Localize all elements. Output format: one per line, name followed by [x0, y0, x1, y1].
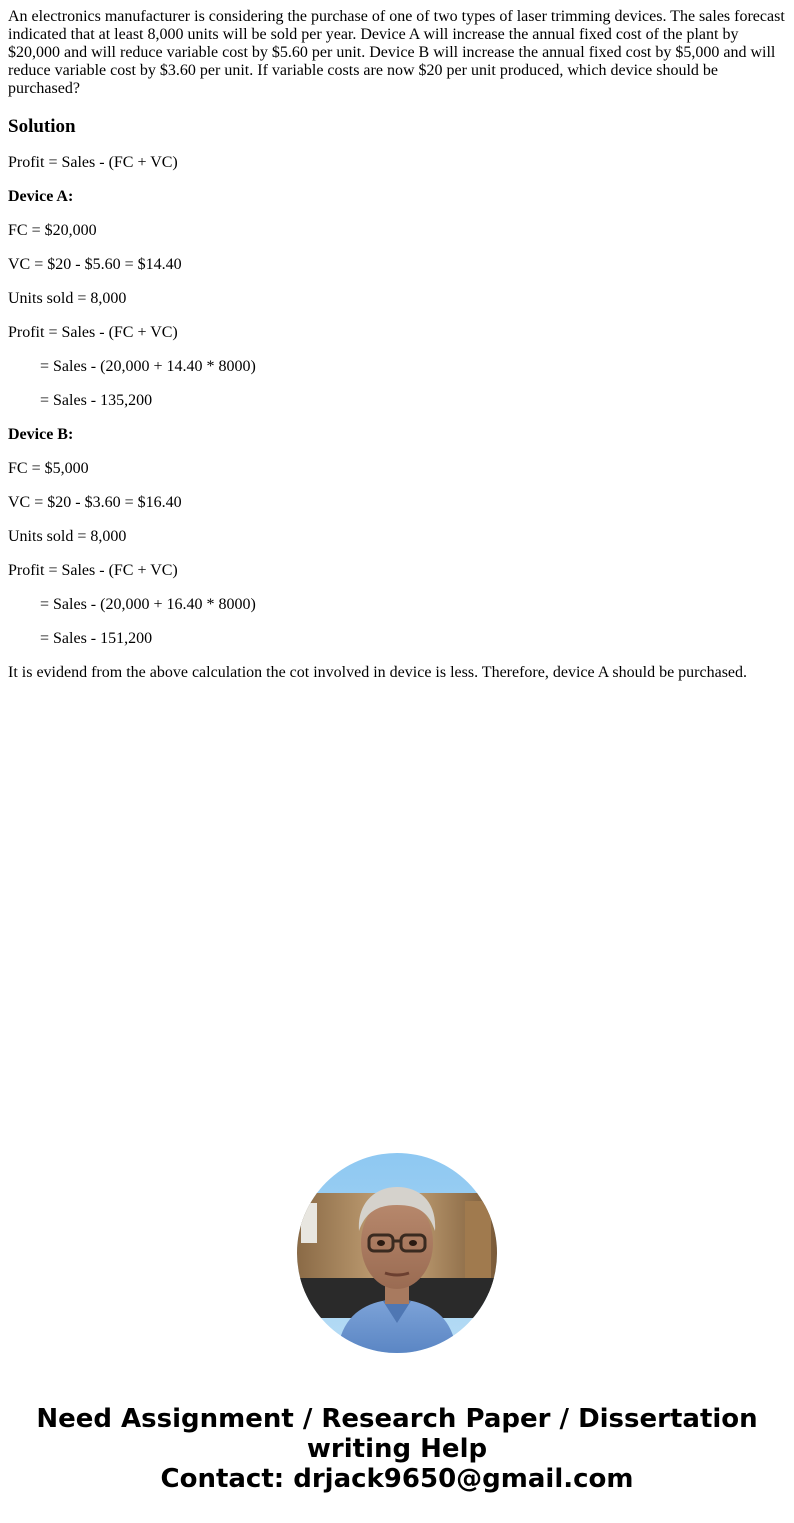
device-b-fc: FC = $5,000	[8, 460, 89, 477]
footer-line-2: writing Help	[306, 1434, 488, 1464]
device-a-units: Units sold = 8,000	[8, 290, 127, 307]
device-a-step2: = Sales - 135,200	[40, 392, 153, 409]
device-b-units: Units sold = 8,000	[8, 528, 127, 545]
device-a-step1: = Sales - (20,000 + 14.40 * 8000)	[40, 358, 256, 375]
author-avatar	[297, 1153, 497, 1353]
device-b-vc: VC = $20 - $3.60 = $16.40	[8, 494, 182, 511]
footer-contact-email: Contact: drjack9650@gmail.com	[160, 1464, 634, 1494]
device-b-step1: = Sales - (20,000 + 16.40 * 8000)	[40, 596, 256, 613]
device-a-fc: FC = $20,000	[8, 222, 97, 239]
device-a-vc: VC = $20 - $5.60 = $14.40	[8, 256, 182, 273]
profit-formula: Profit = Sales - (FC + VC)	[8, 154, 178, 171]
solution-document	[8, 8, 786, 698]
device-b-heading: Device B:	[8, 426, 74, 443]
author-photo	[297, 1153, 497, 1353]
device-a-profit: Profit = Sales - (FC + VC)	[8, 324, 178, 341]
solution-heading: Solution	[8, 116, 76, 137]
contact-footer	[0, 1404, 794, 1494]
device-a-heading: Device A:	[8, 188, 74, 205]
device-b-step2: = Sales - 151,200	[40, 630, 153, 647]
conclusion-text: It is evidend from the above calculation the cot involved in device is less. Therefore, device A should be purchased.	[8, 664, 748, 681]
device-b-profit: Profit = Sales - (FC + VC)	[8, 562, 178, 579]
question-text: An electronics manufacturer is considering the purchase of one of two types of laser trimming devices. The sales forecast indicated that at least 8,000 units will be sold per year. Device A will increase the annual fixed cost of the plant by $20,000 and will reduce variable cost by $5.60 per unit. Device B will increase the annual fixed cost by $5,000 and will reduce variable cost by $3.60 per unit. If variable costs are now $20 per unit produced, which device should be purchased?	[8, 8, 785, 97]
footer-line-1: Need Assignment / Research Paper / Dissertation	[36, 1404, 758, 1434]
